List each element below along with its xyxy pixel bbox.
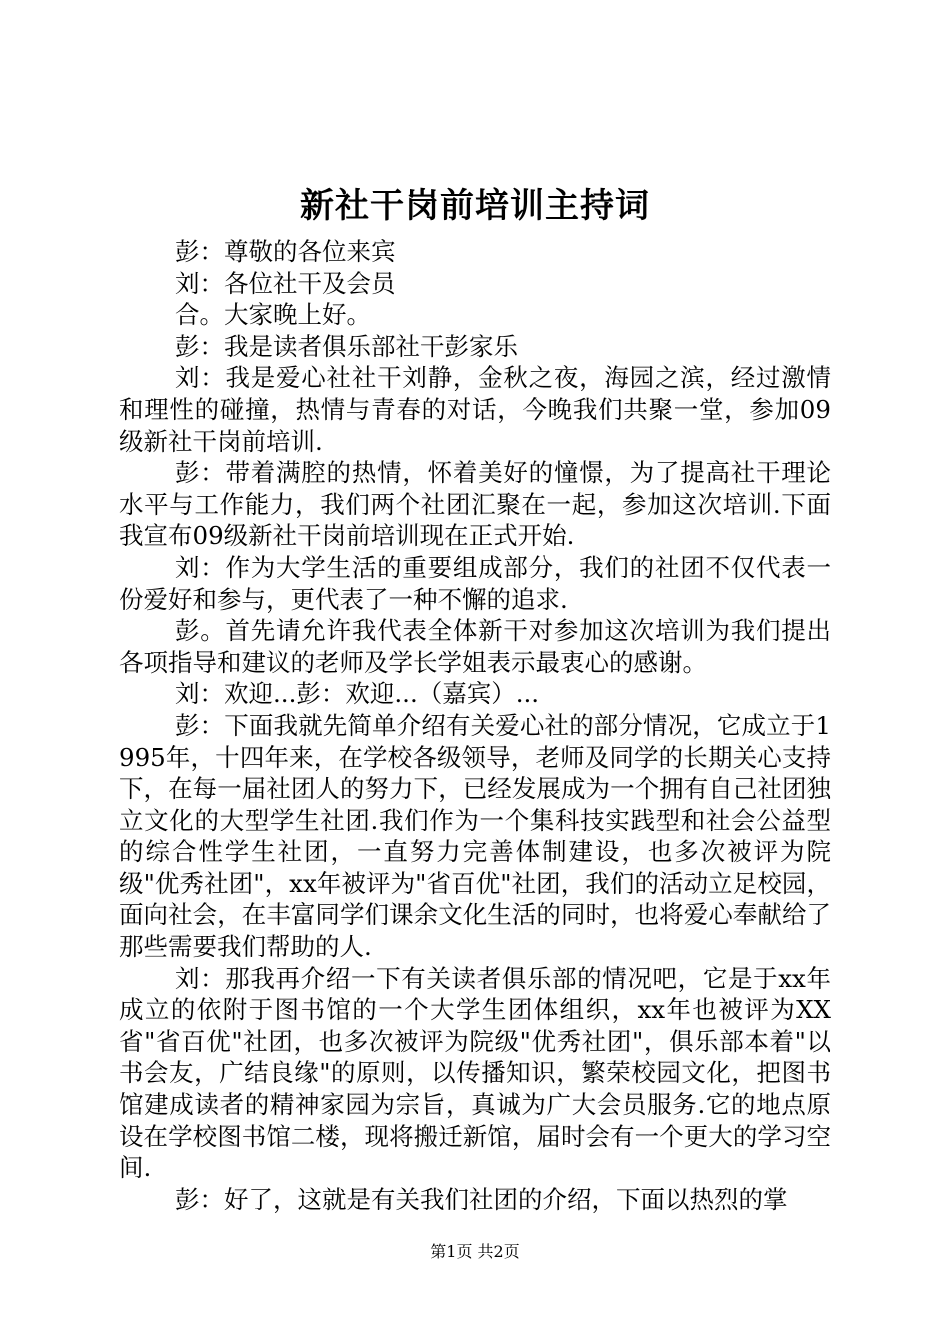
paragraph: 彭：下面我就先简单介绍有关爱心社的部分情况，它成立于1995年，十四年来，在学校各级领导，老师及同学的长期关心支持下，在每一届社团人的努力下，已经发展成为一个拥有自己社团独立文化的大型学生社团.我们作为一个集科技实践型和社会公益型的综合性学生社团，一直努力完善体制建设，也多次被评为院级"优秀社团"，xx年被评为"省百优"社团，我们的活动立足校园，面向社会，在丰富同学们课余文化生活的同时，也将爱心奉献给了那些需要我们帮助的人.	[119, 710, 831, 962]
paragraph: 彭：带着满腔的热情，怀着美好的憧憬，为了提高社干理论水平与工作能力，我们两个社团汇聚在一起，参加这次培训.下面我宣布09级新社干岗前培训现在正式开始.	[119, 458, 831, 551]
paragraph: 刘：各位社干及会员	[175, 268, 396, 298]
page-footer: 第1页 共2页	[430, 1242, 520, 1261]
paragraph: 刘：作为大学生活的重要组成部分，我们的社团不仅代表一份爱好和参与，更代表了一种不懈的追求.	[119, 552, 831, 614]
paragraph: 刘：那我再介绍一下有关读者俱乐部的情况吧，它是于xx年成立的依附于图书馆的一个大学生团体组织，xx年也被评为XX省"省百优"社团，也多次被评为院级"优秀社团"，俱乐部本着"以书会友，广结良缘"的原则，以传播知识，繁荣校园文化，把图书馆建成读者的精神家园为宗旨，真诚为广大会员服务.它的地点原设在学校图书馆二楼，现将搬迁新馆，届时会有一个更大的学习空间.	[119, 963, 831, 1183]
paragraph: 合。大家晚上好。	[175, 300, 371, 330]
paragraph: 彭：尊敬的各位来宾	[175, 237, 396, 266]
document-title: 新社干岗前培训主持词	[300, 186, 650, 226]
paragraph: 彭。首先请允许我代表全体新干对参加这次培训为我们提出各项指导和建议的老师及学长学姐表示最衷心的感谢。	[119, 616, 831, 677]
paragraph: 刘：欢迎...彭：欢迎...（嘉宾）...	[175, 679, 540, 709]
paragraph: 彭：我是读者俱乐部社干彭家乐	[175, 331, 518, 361]
paragraph: 彭：好了，这就是有关我们社团的介绍，下面以热烈的掌	[175, 1184, 788, 1214]
document-body	[119, 236, 831, 1215]
paragraph: 刘：我是爱心社社干刘静，金秋之夜，海园之滨，经过激情和理性的碰撞，热情与青春的对话，今晚我们共聚一堂，参加09级新社干岗前培训.	[119, 363, 831, 456]
